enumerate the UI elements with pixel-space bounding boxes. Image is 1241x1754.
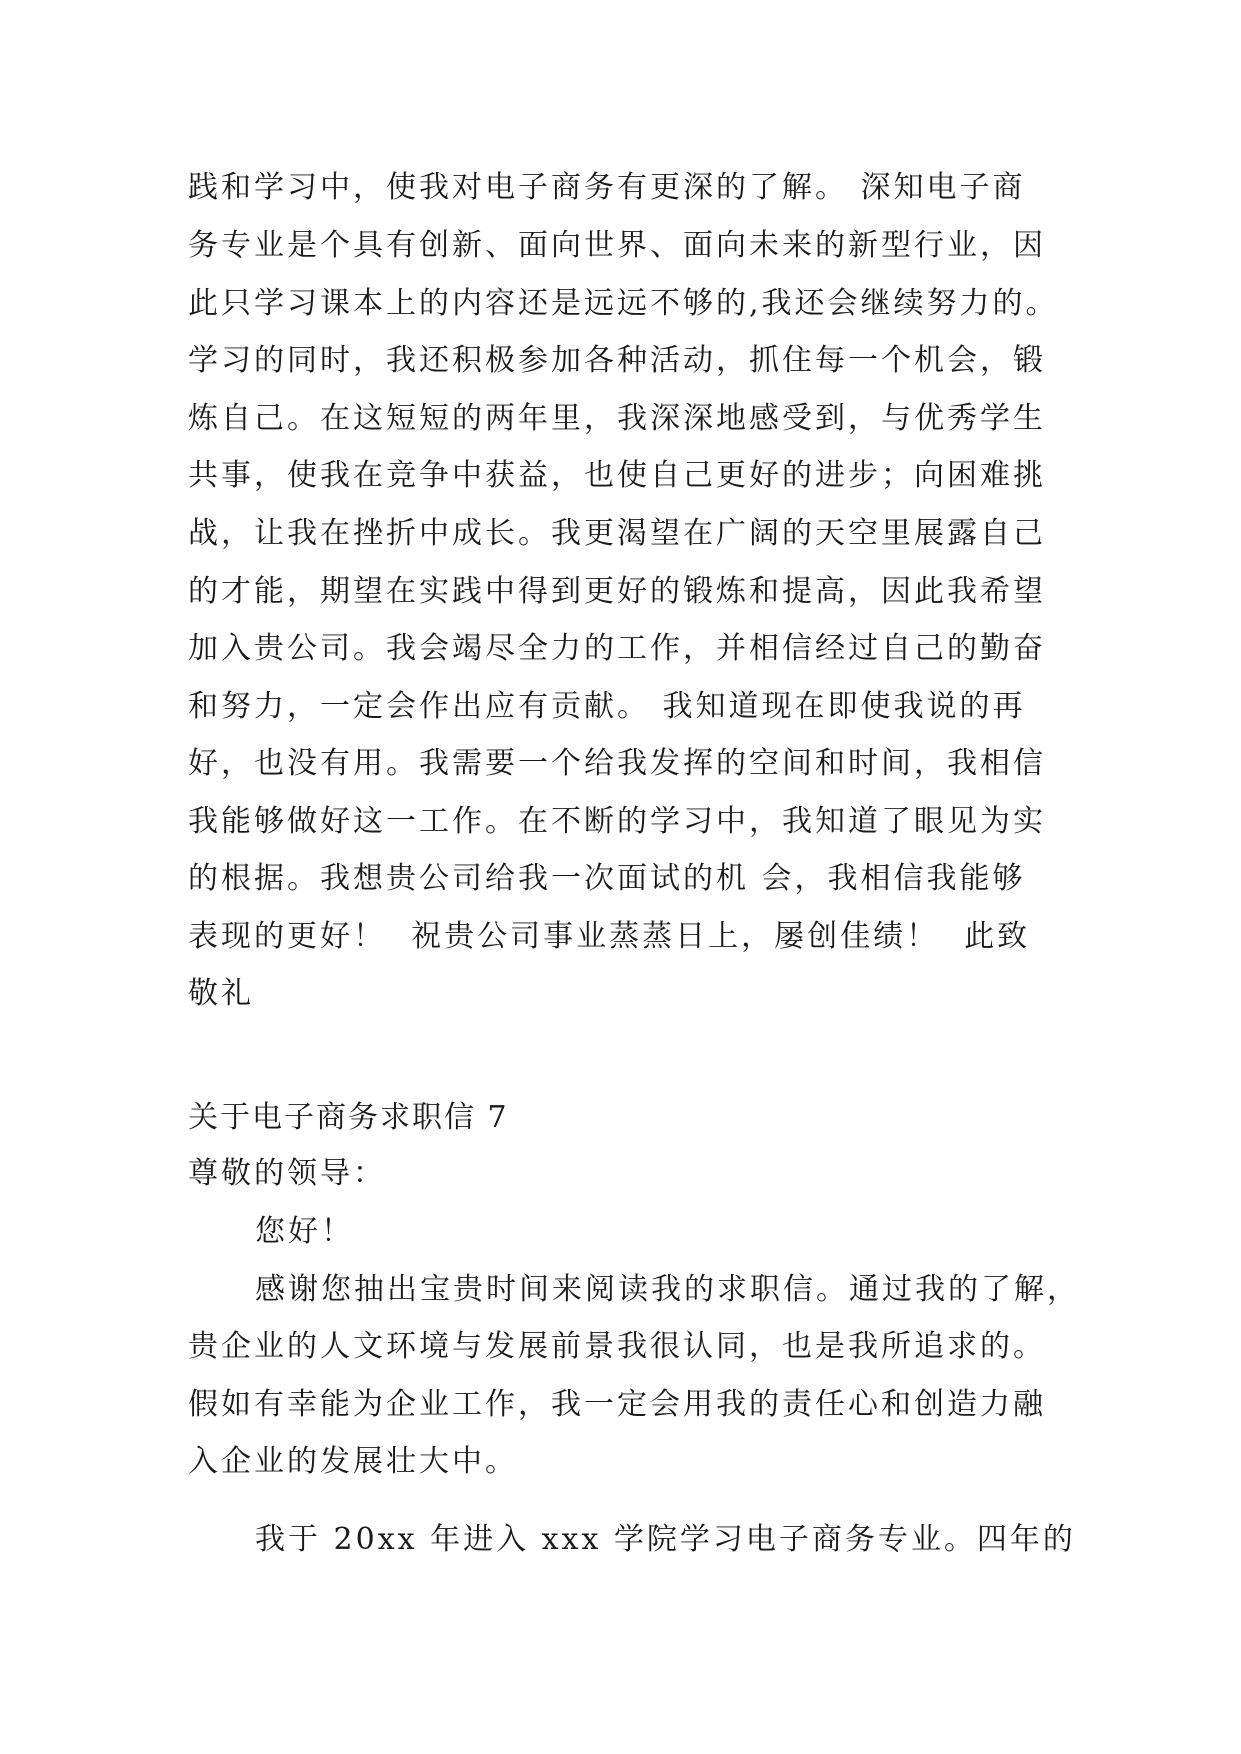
body-line: 好，也没有用。我需要一个给我发挥的空间和时间，我相信 <box>188 746 1046 781</box>
body-line: 的才能，期望在实践中得到更好的锻炼和提高，因此我希望 <box>188 574 1046 609</box>
body-line: 的根据。我想贵公司给我一次面试的机 会，我相信我能够 <box>188 861 1026 896</box>
body-line: 学习的同时，我还积极参加各种活动，抓住每一个机会，锻 <box>188 343 1046 378</box>
body-line: 践和学习中，使我对电子商务有更深的了解。 深知电子商 <box>188 170 1026 205</box>
body-line: 炼自己。在这短短的两年里，我深深地感受到，与优秀学生 <box>188 401 1046 436</box>
paragraph-line: 贵企业的人文环境与发展前景我很认同，也是我所追求的。 <box>188 1329 1046 1364</box>
paragraph-line: 我于 20xx 年进入 xxx 学院学习电子商务专业。四年的 <box>255 1522 1076 1557</box>
body-line: 务专业是个具有创新、面向世界、面向未来的新型行业，因 <box>188 228 1046 263</box>
closing-line: 敬礼 <box>188 976 254 1011</box>
body-line: 表现的更好！ 祝贵公司事业蒸蒸日上，屡创佳绩！ 此致 <box>188 919 1031 954</box>
body-line: 此只学习课本上的内容还是远远不够的,我还会继续努力的。 <box>188 286 1059 321</box>
greeting: 您好！ <box>255 1214 354 1249</box>
body-line: 和努力，一定会作出应有贡献。 我知道现在即使我说的再 <box>188 689 1026 724</box>
body-line: 战，让我在挫折中成长。我更渴望在广阔的天空里展露自己 <box>188 516 1046 551</box>
paragraph-line: 感谢您抽出宝贵时间来阅读我的求职信。通过我的了解， <box>255 1272 1080 1307</box>
paragraph-line: 入企业的发展壮大中。 <box>188 1444 518 1479</box>
section-title: 关于电子商务求职信 7 <box>188 1100 509 1135</box>
body-line: 共事，使我在竞争中获益，也使自己更好的进步；向困难挑 <box>188 458 1046 493</box>
body-line: 加入贵公司。我会竭尽全力的工作，并相信经过自己的勤奋 <box>188 631 1046 666</box>
paragraph-line: 假如有幸能为企业工作，我一定会用我的责任心和创造力融 <box>188 1387 1046 1422</box>
body-line: 我能够做好这一工作。在不断的学习中，我知道了眼见为实 <box>188 804 1046 839</box>
salutation: 尊敬的领导： <box>188 1156 386 1191</box>
